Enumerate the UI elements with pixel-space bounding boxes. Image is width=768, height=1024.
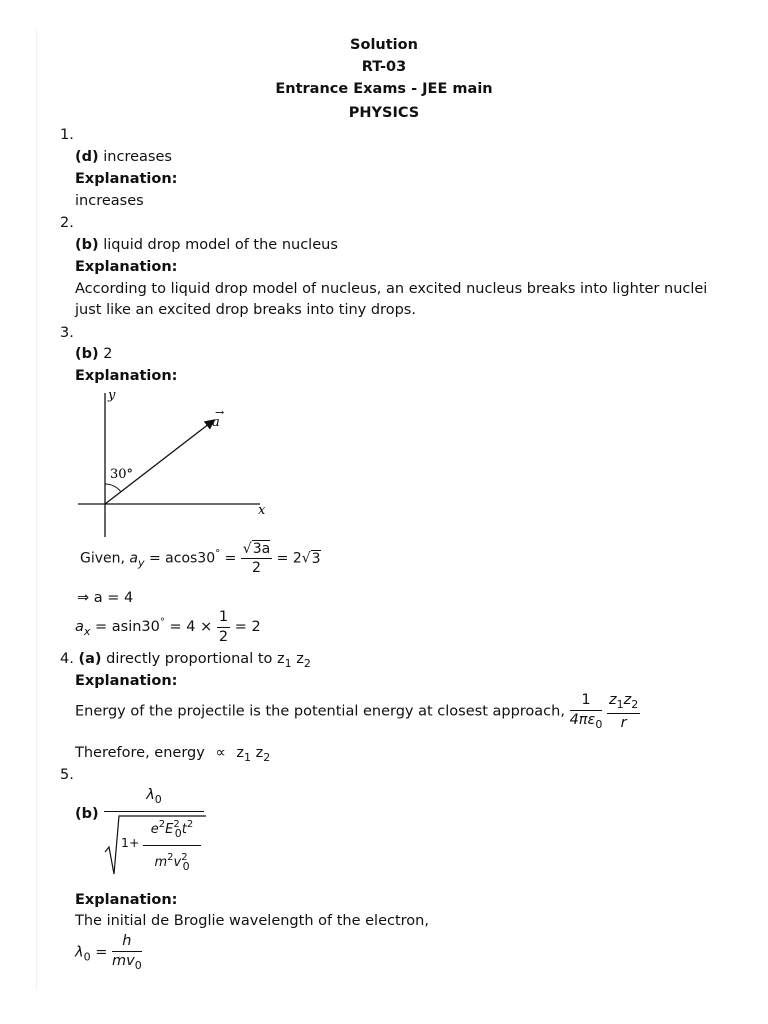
proportional-symbol: ∝ bbox=[215, 745, 226, 761]
q5-answer-numerator: $\lambda_0$ bbox=[146, 787, 162, 806]
q5-fraction-bar bbox=[104, 811, 204, 812]
q2-option: (b) bbox=[75, 237, 99, 253]
q5-inner-bar bbox=[143, 845, 201, 846]
q4-explanation bbox=[75, 692, 640, 731]
q2-explanation-line1: According to liquid drop model of nucleus, an excited nucleus breaks into lighter nuclei bbox=[75, 281, 708, 297]
q4-number: 4. bbox=[60, 651, 74, 667]
doc-title: Solution bbox=[350, 37, 418, 53]
q3-explanation-label: Explanation: bbox=[75, 368, 178, 384]
q5-explanation: The initial de Broglie wavelength of the electron, bbox=[75, 913, 429, 929]
q4-explanation-label: Explanation: bbox=[75, 673, 178, 689]
q4-therefore: Therefore, energy ∝ $z_1$ $z_2$ bbox=[75, 745, 271, 764]
q3-option: (b) bbox=[75, 346, 99, 362]
q3-eq3-fraction: $\frac{1}{2}$ bbox=[218, 609, 229, 645]
q4-fraction-charges: $\frac{z_1z_2}{r}$ bbox=[608, 692, 639, 731]
q5-explanation-label: Explanation: bbox=[75, 892, 178, 908]
q5-option: (b) bbox=[75, 806, 99, 822]
doc-subject: PHYSICS bbox=[348, 105, 420, 121]
q5-inner-numerator: $e^2E^2_0t^2$ bbox=[150, 819, 194, 840]
doc-exam: Entrance Exams - JEE main bbox=[275, 81, 493, 97]
q3-eq2: ⇒ a = 4 bbox=[77, 590, 134, 606]
q3-number: 3. bbox=[60, 325, 74, 341]
q3-answer-text: 2 bbox=[103, 346, 113, 362]
q3-answer bbox=[75, 346, 112, 363]
q2-explanation-line2: just like an excited drop breaks into tiny drops. bbox=[75, 302, 416, 318]
q1-explanation-label: Explanation: bbox=[75, 171, 178, 187]
q2-number: 2. bbox=[60, 215, 74, 231]
q4-fraction-coulomb: $\frac{1}{4\pi\varepsilon_0}$ bbox=[569, 692, 603, 731]
q5-root-one: 1+ bbox=[121, 835, 140, 850]
q2-answer-text: liquid drop model of the nucleus bbox=[103, 237, 338, 253]
q5-final-equation: $\lambda_0$ = $\frac{h}{mv_0}$ bbox=[75, 933, 142, 972]
y-axis-label: y bbox=[108, 388, 116, 403]
q4-explanation-text: Energy of the projectile is the potential energy at closest approach, bbox=[75, 703, 565, 720]
q1-answer bbox=[75, 149, 172, 166]
q5-final-fraction: $\frac{h}{mv_0}$ bbox=[111, 933, 142, 972]
q1-option: (d) bbox=[75, 149, 99, 165]
q1-explanation: increases bbox=[75, 193, 144, 209]
q5-inner-denominator: $m^2v^2_0$ bbox=[154, 852, 190, 873]
q3-given: Given, bbox=[80, 550, 125, 567]
angle-arc bbox=[105, 484, 121, 492]
vector-label: a bbox=[212, 415, 220, 430]
vector-arrow-glyph: → bbox=[215, 406, 225, 419]
angle-label: 30° bbox=[110, 467, 134, 482]
q1-number: 1. bbox=[60, 127, 74, 143]
x-axis-label: x bbox=[258, 503, 266, 518]
q1-answer-text: increases bbox=[103, 149, 172, 165]
q2-answer bbox=[75, 237, 338, 254]
q4-answer-line: 4. (a) directly proportional to $z_1$ $z_2$ bbox=[60, 651, 311, 670]
q3-eq1-fraction: $\frac{√3a}{2}$ bbox=[242, 541, 271, 577]
q5-number: 5. bbox=[60, 767, 74, 783]
vector-a bbox=[105, 420, 214, 504]
q3-eq1: Given, $a_y = acos30^\circ$ = $\frac{√3a}{2}$ = 2√3 bbox=[80, 541, 321, 577]
q4-option: (a) bbox=[78, 651, 102, 667]
q4-answer-text: directly proportional to z bbox=[106, 651, 285, 667]
q2-explanation-label: Explanation: bbox=[75, 259, 178, 275]
vector-diagram bbox=[70, 385, 280, 545]
q3-eq3: $a_x = asin30^\circ = 4$ × $\frac{1}{2}$ = 2 bbox=[75, 609, 261, 645]
doc-code: RT-03 bbox=[361, 59, 407, 75]
page-edge bbox=[36, 30, 37, 990]
